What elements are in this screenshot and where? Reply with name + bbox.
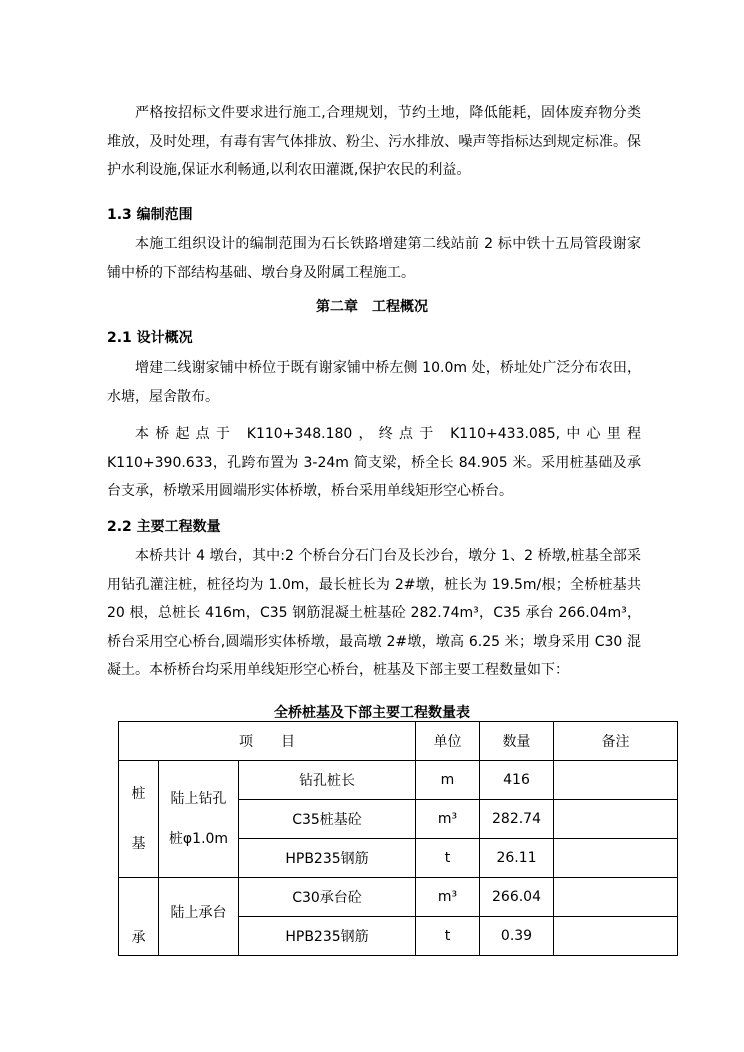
row-qty: 266.04 <box>480 878 554 917</box>
subgroup-line-1: 陆上承台 <box>170 905 227 921</box>
header-note: 备注 <box>554 722 678 761</box>
row-note <box>554 878 678 917</box>
paragraph-location: 增建二线谢家铺中桥位于既有谢家铺中桥左侧 10.0m 处，桥址处广泛分布农田，水塘，屋舍散布。 <box>107 360 641 405</box>
group-label-cap <box>119 878 159 956</box>
row-note <box>554 800 678 839</box>
subgroup-line-2: 桩φ1.0m <box>168 831 229 847</box>
chapter-title: 第二章 工程概况 <box>316 299 428 315</box>
row-note <box>554 761 678 800</box>
group-label-char-1: 承 <box>131 930 146 946</box>
row-note <box>554 839 678 878</box>
row-name: 钻孔桩长 <box>239 761 416 800</box>
header-unit: 单位 <box>416 722 480 761</box>
row-name: HPB235钢筋 <box>239 917 416 956</box>
row-name: HPB235钢筋 <box>239 839 416 878</box>
row-name: C35桩基砼 <box>239 800 416 839</box>
row-unit: m³ <box>416 800 480 839</box>
row-unit: m <box>416 761 480 800</box>
subgroup-label-bored-pile <box>159 761 239 878</box>
subgroup-line-1: 陆上钻孔 <box>170 791 227 807</box>
table-row <box>119 761 678 800</box>
row-unit: t <box>416 917 480 956</box>
subgroup-label-cap <box>159 878 239 956</box>
group-label-char-1: 桩 <box>131 786 146 802</box>
row-qty: 0.39 <box>480 917 554 956</box>
header-qty: 数量 <box>480 722 554 761</box>
row-unit: m³ <box>416 878 480 917</box>
group-label-pile <box>119 761 159 878</box>
table-row <box>119 878 678 917</box>
paragraph-design: 本桥起点于 K110+348.180，终点于 K110+433.085,中心里程 K110+390.633，孔跨布置为 3-24m 简支梁，桥全长 84.905 米。采用桩基础及承台支承，桥墩采用圆端形实体桥墩，桥台采用单线矩形空心桥台。 <box>107 426 641 499</box>
section-heading-2-1: 2.1 设计概况 <box>107 330 193 346</box>
quantity-table <box>118 721 678 956</box>
paragraph-quantities: 本桥共计 4 墩台，其中:2 个桥台分石门台及长沙台，墩分 1、2 桥墩,桩基全部采用钻孔灌注桩，桩径均为 1.0m，最长桩长为 2#墩，桩长为 19.5m/根；全桥桩基共 20 根，总桩长 416m，C35 钢筋混凝土桩基砼 282.74m³，C35 承台 266.04m³，桥台采用空心桥台,圆端形实体桥墩，最高墩 2#墩，墩高 6.25 米；墩身采用 C30 混凝土。本桥桥台均采用单线矩形空心桥台，桩基及下部主要工程数量如下： <box>107 548 641 678</box>
table-caption: 全桥桩基及下部主要工程数量表 <box>274 705 470 721</box>
row-qty: 416 <box>480 761 554 800</box>
row-name: C30承台砼 <box>239 878 416 917</box>
row-unit: t <box>416 839 480 878</box>
group-label-char-2: 基 <box>131 836 146 852</box>
table-header-row <box>119 722 678 761</box>
row-qty: 26.11 <box>480 839 554 878</box>
row-note <box>554 917 678 956</box>
section-heading-2-2: 2.2 主要工程数量 <box>107 519 221 535</box>
paragraph-environment: 严格按招标文件要求进行施工,合理规划，节约土地，降低能耗，固体废弃物分类堆放，及时处理，有毒有害气体排放、粉尘、污水排放、噪声等指标达到规定标准。保护水利设施,保证水利畅通,以利农田灌溉,保护农民的利益。 <box>107 105 641 178</box>
paragraph-scope: 本施工组织设计的编制范围为石长铁路增建第二线站前 2 标中铁十五局管段谢家铺中桥的下部结构基础、墩台身及附属工程施工。 <box>107 236 641 281</box>
row-qty: 282.74 <box>480 800 554 839</box>
header-item: 项 目 <box>119 722 416 761</box>
section-heading-1-3: 1.3 编制范围 <box>107 207 193 223</box>
